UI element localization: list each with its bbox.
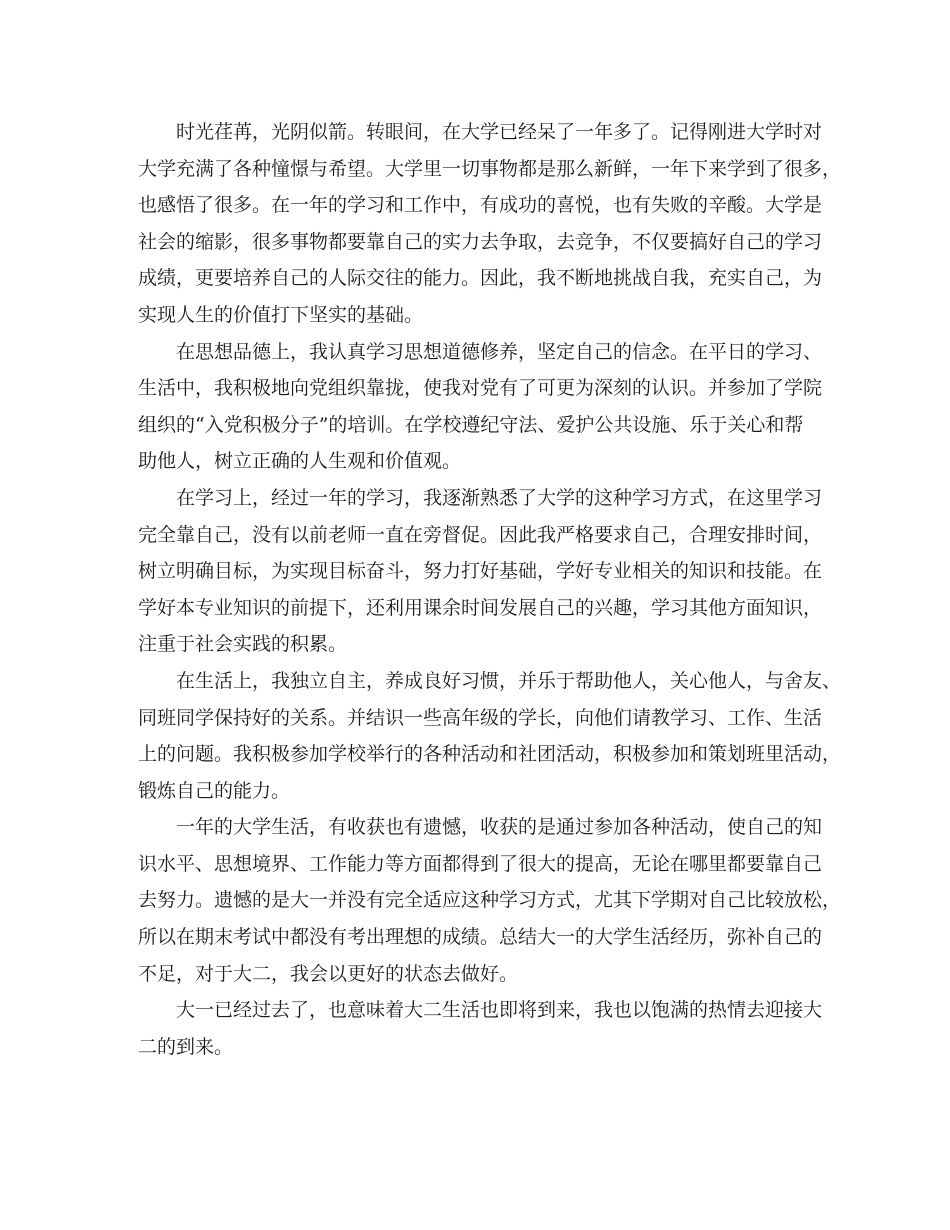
text-line: 也感悟了很多。在一年的学习和工作中，有成功的喜悦，也有失败的辛酸。大学是: [138, 194, 823, 217]
paragraph-1: [138, 114, 842, 334]
text-line: 上的问题。我积极参加学校举行的各种活动和社团活动，积极参加和策划班里活动，: [138, 743, 842, 766]
paragraph-2: [138, 334, 823, 480]
text-line: 成绩，更要培养自己的人际交往的能力。因此，我不断地挑战自我，充实自己，为: [138, 267, 823, 290]
text-line: 在生活上，我独立自主，养成良好习惯，并乐于帮助他人，关心他人，与舍友、: [176, 669, 842, 692]
text-line: 实现人生的价值打下坚实的基础。: [138, 303, 424, 326]
paragraph-5: [138, 809, 842, 992]
text-line: 社会的缩影，很多事物都要靠自己的实力去争取，去竞争，不仅要搞好自己的学习: [138, 230, 823, 253]
text-line: 注重于社会实践的积累。: [138, 633, 348, 656]
text-line: 所以在期末考试中都没有考出理想的成绩。总结大一的大学生活经历，弥补自己的: [138, 926, 823, 949]
text-line: 时光荏苒，光阴似箭。转眼间，在大学已经呆了一年多了。记得刚进大学时对: [176, 121, 823, 143]
text-line: 树立明确目标，为实现目标奋斗，努力打好基础，学好专业相关的知识和技能。在: [138, 560, 823, 583]
text-line: 生活中，我积极地向党组织靠拢，使我对党有了可更为深刻的认识。并参加了学院: [138, 377, 823, 400]
text-line: 锻炼自己的能力。: [138, 779, 291, 802]
paragraph-3: [138, 480, 823, 663]
text-line: 识水平、思想境界、工作能力等方面都得到了很大的提高，无论在哪里都要靠自己: [138, 852, 823, 875]
document-body: [138, 114, 842, 1065]
text-line: 去努力。遗憾的是大一并没有完全适应这种学习方式，尤其下学期对自己比较放松，: [138, 889, 842, 912]
paragraph-4: [138, 663, 842, 809]
text-line: 学好本专业知识的前提下，还利用课余时间发展自己的兴趣，学习其他方面知识，: [138, 596, 823, 619]
text-line: 二的到来。: [138, 1035, 234, 1058]
paragraph-6: [138, 992, 823, 1065]
text-line: 不足，对于大二，我会以更好的状态去做好。: [138, 962, 519, 985]
text-line: 组织的“入党积极分子”的培训。在学校遵纪守法、爱护公共设施、乐于关心和帮: [138, 413, 804, 436]
text-line: 一年的大学生活，有收获也有遗憾，收获的是通过参加各种活动，使自己的知: [176, 816, 823, 839]
text-line: 同班同学保持好的关系。并结识一些高年级的学长，向他们请教学习、工作、生活: [138, 706, 823, 729]
text-line: 完全靠自己，没有以前老师一直在旁督促。因此我严格要求自己，合理安排时间，: [138, 523, 823, 546]
text-line: 大学充满了各种憧憬与希望。大学里一切事物都是那么新鲜，一年下来学到了很多，: [138, 157, 842, 180]
text-line: 在学习上，经过一年的学习，我逐渐熟悉了大学的这种学习方式，在这里学习: [176, 486, 823, 509]
text-line: 在思想品德上，我认真学习思想道德修养，坚定自己的信念。在平日的学习、: [176, 340, 823, 363]
text-line: 大一已经过去了，也意味着大二生活也即将到来，我也以饱满的热情去迎接大: [176, 999, 823, 1022]
text-line: 助他人，树立正确的人生观和价值观。: [138, 450, 462, 473]
